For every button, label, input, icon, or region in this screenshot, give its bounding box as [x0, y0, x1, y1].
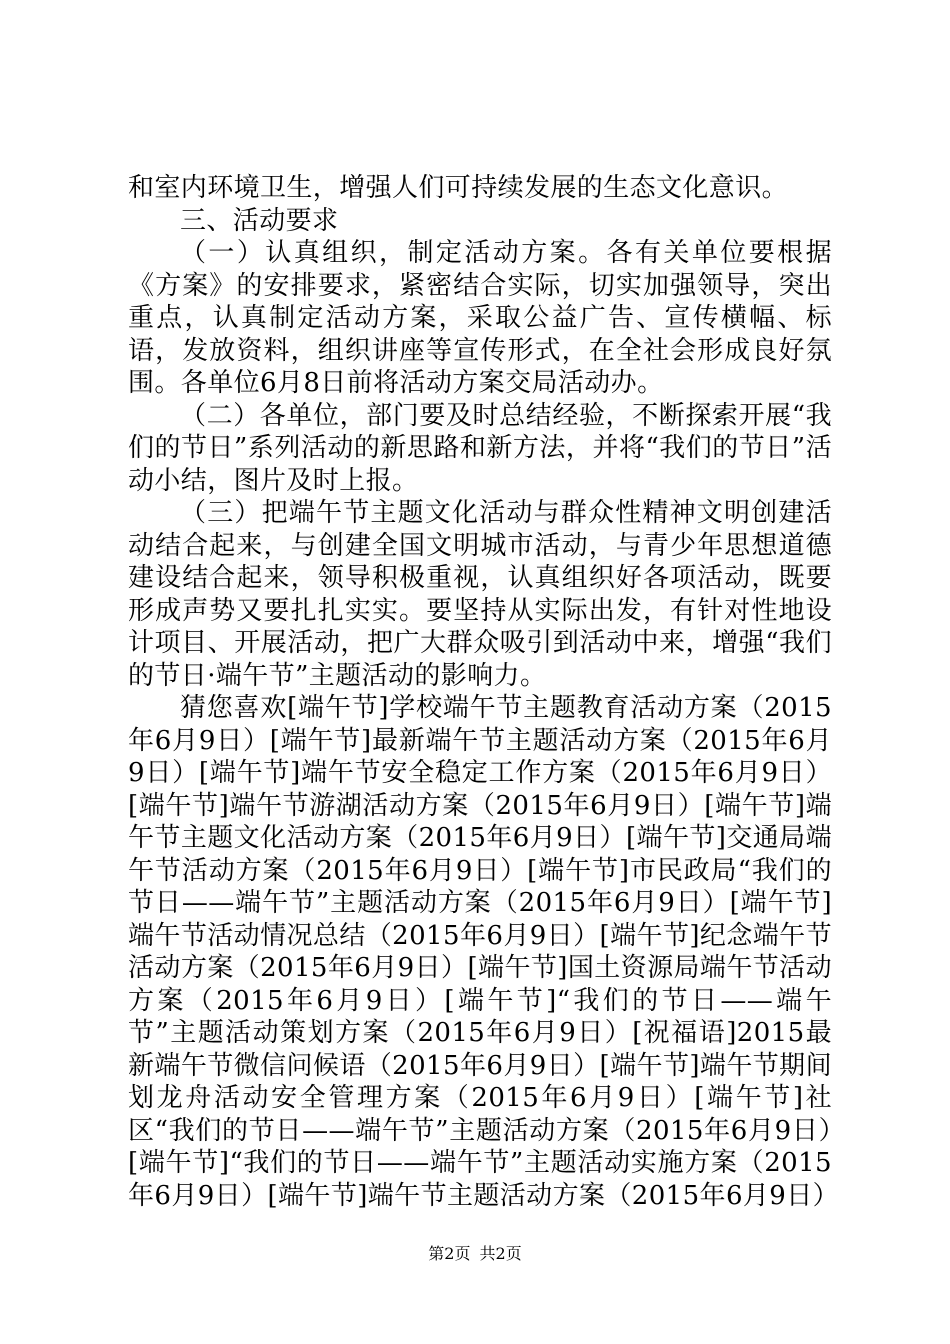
- page-number: 第2页: [428, 1244, 471, 1263]
- section-heading-activity-requirements: 三、活动要求: [180, 205, 339, 236]
- page-footer: [0, 1244, 950, 1264]
- paragraph-requirement-2: （二）各单位，部门要及时总结经验，不断探索开展“我们的节日”系列活动的新思路和新方法，并将“我们的节日”活动小结，图片及时上报。: [128, 400, 832, 496]
- paragraph-continuation: 和室内环境卫生，增强人们可持续发展的生态文化意识。: [128, 173, 789, 203]
- document-body: [128, 172, 840, 1212]
- paragraph-related-links: 猜您喜欢[端午节]学校端午节主题教育活动方案（2015年6月9日）[端午节]最新端午节主题活动方案（2015年6月9日）[端午节]端午节安全稳定工作方案（2015年6月9日）[端午节]端午节游湖活动方案（2015年6月9日）[端午节]端午节主题文化活动方案（2015年6月9日）[端午节]交通局端午节活动方案（2015年6月9日）[端午节]市民政局“我们的节日——端午节”主题活动方案（2015年6月9日）[端午节]端午节活动情况总结（2015年6月9日）[端午节]纪念端午节活动方案（2015年6月9日）[端午节]国土资源局端午节活动方案（2015年6月9日）[端午节]“我们的节日——端午节”主题活动策划方案（2015年6月9日）[祝福语]2015最新端午节微信问候语（2015年6月9日）[端午节]端午节期间划龙舟活动安全管理方案（2015年6月9日）[端午节]社区“我们的节日——端午节”主题活动方案（2015年6月9日）[端午节]“我们的节日——端午节”主题活动实施方案（2015年6月9日）[端午节]端午节主题活动方案（2015年6月9日）: [128, 693, 840, 1211]
- paragraph-requirement-1: （一）认真组织，制定活动方案。各有关单位要根据《方案》的安排要求，紧密结合实际，切实加强领导，突出重点，认真制定活动方案，采取公益广告、宣传横幅、标语，发放资料，组织讲座等宣传形式，在全社会形成良好氛围。各单位6月8日前将活动方案交局活动办。: [128, 238, 832, 398]
- page-total: 共2页: [479, 1244, 522, 1263]
- paragraph-requirement-3: （三）把端午节主题文化活动与群众性精神文明创建活动结合起来，与创建全国文明城市活动，与青少年思想道德建设结合起来，领导积极重视，认真组织好各项活动，既要形成声势又要扎扎实实。要坚持从实际出发，有针对性地设计项目、开展活动，把广大群众吸引到活动中来，增强“我们的节日·端午节”主题活动的影响力。: [128, 498, 832, 691]
